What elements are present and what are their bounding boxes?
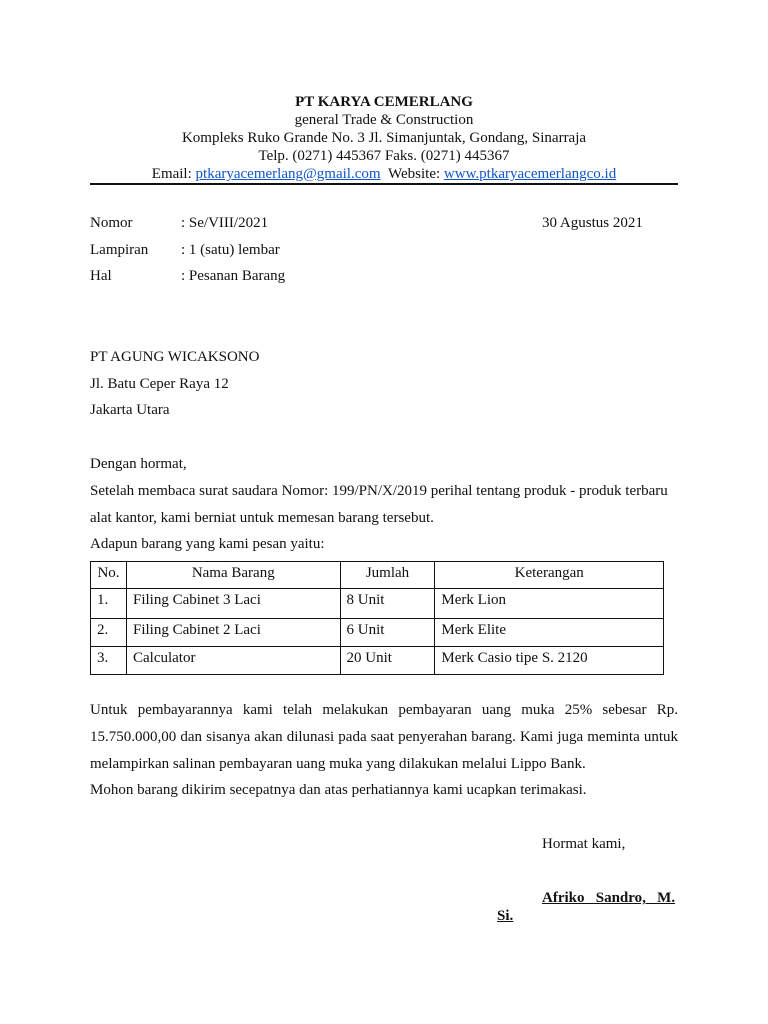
table-header-row xyxy=(91,562,664,589)
table-row xyxy=(91,589,664,619)
company-tagline: general Trade & Construction xyxy=(294,112,474,128)
website-label: Website: xyxy=(388,166,441,182)
signature-name-line2: Si. xyxy=(497,908,514,924)
order-table xyxy=(90,561,664,675)
letterhead-divider xyxy=(90,183,678,185)
company-phone-fax: Telp. (0271) 445367 Faks. (0271) 445367 xyxy=(258,148,510,164)
signature-salutation: Hormat kami, xyxy=(542,836,626,852)
table-cell-note: Merk Lion xyxy=(435,589,664,619)
table-cell-note: Merk Casio tipe S. 2120 xyxy=(435,647,664,675)
list-intro: Adapun barang yang kami pesan yaitu: xyxy=(90,536,325,552)
signature-name-line1: Afriko Sandro, M. xyxy=(542,890,676,906)
table-cell-qty: 20 Unit xyxy=(340,647,435,675)
payment-paragraph: Untuk pembayarannya kami telah melakukan pembayaran uang muka 25% sebesar Rp. 15.750.000,00 dan sisanya akan dilunasi pada saat penyerahan barang. Kami juga meminta untuk melampirkan salinan pembayaran uang muka yang dilakukan melalui Lippo Bank. xyxy=(90,702,678,772)
company-contact-line xyxy=(0,166,768,183)
table-cell-no: 2. xyxy=(91,619,127,647)
table-cell-qty: 6 Unit xyxy=(340,619,435,647)
recipient-city: Jakarta Utara xyxy=(90,402,170,418)
letter-date: 30 Agustus 2021 xyxy=(542,215,643,231)
table-row xyxy=(91,647,664,675)
table-header-jumlah: Jumlah xyxy=(340,562,435,589)
table-cell-qty: 8 Unit xyxy=(340,589,435,619)
table-header-keterangan: Keterangan xyxy=(435,562,664,589)
intro-paragraph: Setelah membaca surat saudara Nomor: 199/PN/X/2019 perihal tentang produk - produk terbaru alat kantor, kami berniat untuk memesan barang tersebut. xyxy=(90,483,668,526)
hal-label: Hal xyxy=(90,268,112,284)
greeting: Dengan hormat, xyxy=(90,456,187,472)
company-address: Kompleks Ruko Grande No. 3 Jl. Simanjuntak, Gondang, Sinarraja xyxy=(181,130,587,146)
recipient-street: Jl. Batu Ceper Raya 12 xyxy=(90,376,229,392)
recipient-name: PT AGUNG WICAKSONO xyxy=(90,349,260,365)
lampiran-label: Lampiran xyxy=(90,242,149,258)
table-header-nama-barang: Nama Barang xyxy=(126,562,340,589)
table-header-no: No. xyxy=(91,562,127,589)
table-cell-item: Calculator xyxy=(126,647,340,675)
table-row xyxy=(91,619,664,647)
email-link[interactable]: ptkaryacemerlang@gmail.com xyxy=(195,166,381,182)
lampiran-value: : 1 (satu) lembar xyxy=(181,242,280,258)
table-cell-item: Filing Cabinet 2 Laci xyxy=(126,619,340,647)
table-cell-no: 3. xyxy=(91,647,127,675)
website-link[interactable]: www.ptkaryacemerlangco.id xyxy=(443,166,617,182)
nomor-value: : Se/VIII/2021 xyxy=(181,215,269,231)
company-name: PT KARYA CEMERLANG xyxy=(295,94,473,110)
closing-paragraph: Mohon barang dikirim secepatnya dan atas perhatiannya kami ucapkan terimakasi. xyxy=(90,782,587,798)
nomor-label: Nomor xyxy=(90,215,133,231)
table-cell-no: 1. xyxy=(91,589,127,619)
email-label: Email: xyxy=(151,166,192,182)
table-cell-item: Filing Cabinet 3 Laci xyxy=(126,589,340,619)
hal-value: : Pesanan Barang xyxy=(181,268,286,284)
table-cell-note: Merk Elite xyxy=(435,619,664,647)
